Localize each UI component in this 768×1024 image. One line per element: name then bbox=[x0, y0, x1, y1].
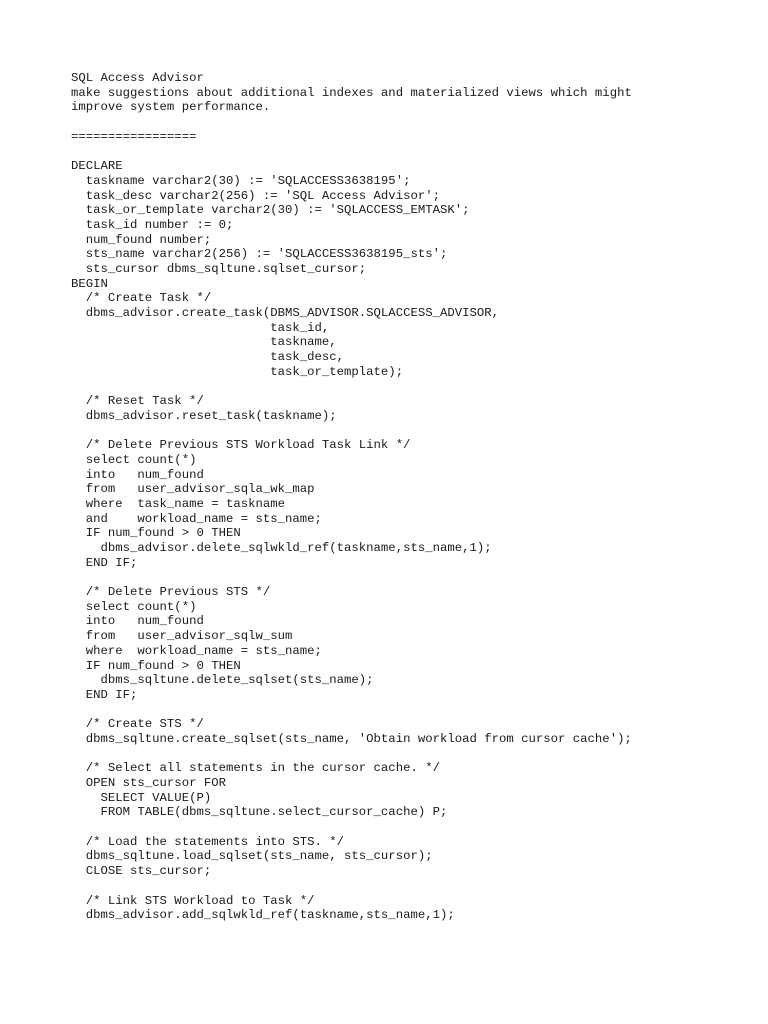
code-line: /* Delete Previous STS Workload Task Link */ bbox=[71, 438, 411, 453]
code-line: improve system performance. bbox=[71, 100, 271, 115]
code-line: dbms_advisor.create_task(DBMS_ADVISOR.SQLACCESS_ADVISOR, bbox=[71, 306, 500, 320]
code-line: where workload_name = sts_name; bbox=[71, 643, 322, 658]
blank-line bbox=[71, 747, 632, 762]
code-line: where task_name = taskname bbox=[71, 496, 286, 511]
blank-line bbox=[71, 570, 632, 585]
blank-line bbox=[71, 144, 632, 159]
code-line: from user_advisor_sqlw_sum bbox=[71, 629, 293, 644]
code-line: SQL Access Advisor bbox=[71, 71, 204, 85]
code-line: task_id number := 0; bbox=[71, 217, 234, 232]
code-line: dbms_sqltune.delete_sqlset(sts_name); bbox=[71, 673, 374, 688]
code-line: SELECT VALUE(P) bbox=[71, 790, 212, 805]
code-line: task_id, bbox=[71, 320, 330, 335]
code-line: task_desc varchar2(256) := 'SQL Access Advisor'; bbox=[71, 188, 440, 203]
code-line: IF num_found > 0 THEN bbox=[71, 526, 241, 541]
code-line: into num_found bbox=[71, 467, 204, 482]
code-line: and workload_name = sts_name; bbox=[71, 511, 322, 526]
code-line: make suggestions about additional indexes and materialized views which might bbox=[71, 85, 632, 100]
code-line: dbms_sqltune.load_sqlset(sts_name, sts_cursor); bbox=[71, 849, 433, 864]
code-line: sts_cursor dbms_sqltune.sqlset_cursor; bbox=[71, 261, 367, 276]
code-line: into num_found bbox=[71, 614, 204, 629]
blank-line bbox=[71, 820, 632, 835]
code-block bbox=[71, 71, 632, 923]
code-line: /* Load the statements into STS. */ bbox=[71, 834, 345, 849]
code-line: ================= bbox=[71, 129, 197, 144]
code-line: task_or_template varchar2(30) := 'SQLACCESS_EMTASK'; bbox=[71, 203, 470, 218]
code-line: task_desc, bbox=[71, 350, 345, 365]
code-line: DECLARE bbox=[71, 159, 123, 174]
code-line: taskname, bbox=[71, 335, 337, 350]
code-line: num_found number; bbox=[71, 232, 212, 247]
code-line: select count(*) bbox=[71, 452, 197, 467]
blank-line bbox=[71, 703, 632, 718]
blank-line bbox=[71, 424, 632, 439]
code-line: dbms_advisor.add_sqlwkld_ref(taskname,sts_name,1); bbox=[71, 908, 455, 923]
code-line: /* Delete Previous STS */ bbox=[71, 585, 271, 600]
code-line: /* Create Task */ bbox=[71, 291, 212, 306]
code-line: dbms_advisor.reset_task(taskname); bbox=[71, 408, 337, 423]
code-line: taskname varchar2(30) := 'SQLACCESS3638195'; bbox=[71, 173, 411, 188]
code-line: OPEN sts_cursor FOR bbox=[71, 776, 226, 790]
code-line: sts_name varchar2(256) := 'SQLACCESS3638195_sts'; bbox=[71, 247, 448, 262]
code-line: /* Select all statements in the cursor cache. */ bbox=[71, 761, 440, 776]
code-line: /* Reset Task */ bbox=[71, 394, 204, 409]
code-line: from user_advisor_sqla_wk_map bbox=[71, 482, 315, 497]
blank-line bbox=[71, 115, 632, 130]
code-line: /* Link STS Workload to Task */ bbox=[71, 893, 315, 908]
code-line: END IF; bbox=[71, 555, 138, 570]
code-line: END IF; bbox=[71, 687, 138, 702]
blank-line bbox=[71, 379, 632, 394]
code-line: dbms_sqltune.create_sqlset(sts_name, 'Obtain workload from cursor cache'); bbox=[71, 731, 632, 746]
code-line: select count(*) bbox=[71, 599, 197, 614]
blank-line bbox=[71, 879, 632, 894]
code-line: IF num_found > 0 THEN bbox=[71, 658, 241, 673]
code-line: BEGIN bbox=[71, 276, 108, 291]
code-line: dbms_advisor.delete_sqlwkld_ref(taskname,sts_name,1); bbox=[71, 541, 492, 555]
code-line: FROM TABLE(dbms_sqltune.select_cursor_cache) P; bbox=[71, 805, 448, 820]
code-line: /* Create STS */ bbox=[71, 717, 204, 732]
code-line: CLOSE sts_cursor; bbox=[71, 864, 212, 879]
code-line: task_or_template); bbox=[71, 364, 404, 379]
